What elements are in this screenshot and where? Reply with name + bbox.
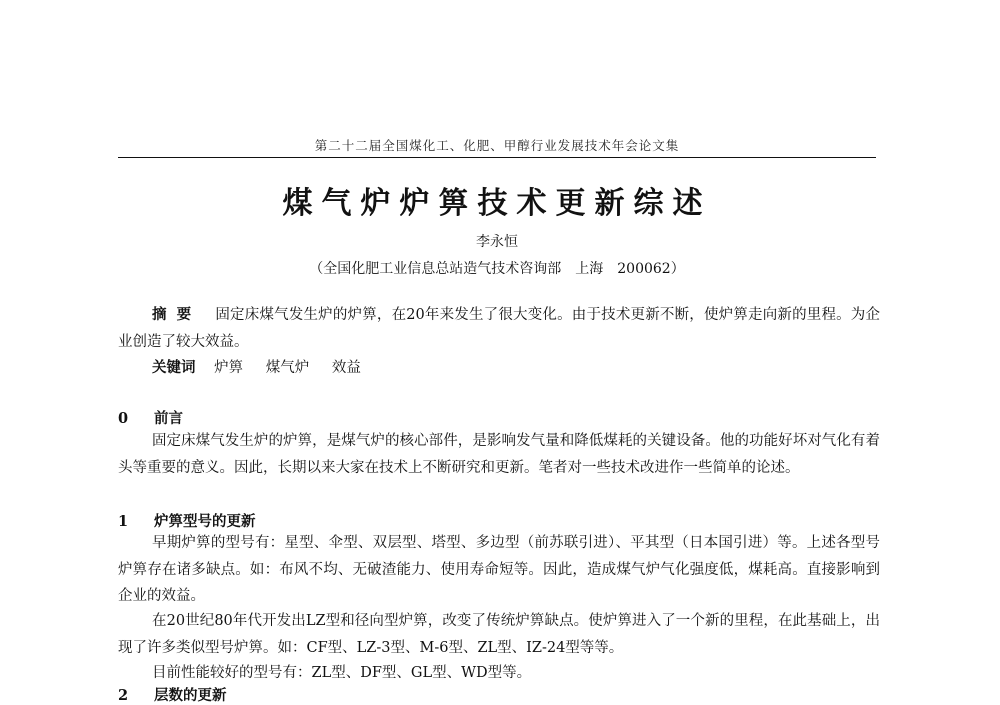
paper-title: 煤气炉炉箅技术更新综述 — [282, 186, 712, 221]
section-heading — [118, 407, 183, 428]
section-number: 1 — [118, 513, 129, 530]
abstract-label: 摘要 — [152, 306, 202, 323]
keywords-label: 关键词 — [152, 359, 196, 376]
section-title: 层数的更新 — [154, 687, 227, 704]
section-heading — [118, 684, 227, 705]
header-rule — [118, 157, 876, 158]
section-number: 2 — [118, 687, 129, 704]
abstract-text: 固定床煤气发生炉的炉箅，在20年来发生了很大变化。由于技术更新不断，使炉箅走向新的里程。为企业创造了较大效益。 — [118, 307, 880, 350]
keyword-item: 效益 — [331, 360, 361, 376]
section-heading — [118, 510, 256, 531]
body-paragraph: 固定床煤气发生炉的炉箅，是煤气炉的核心部件，是影响发气量和降低煤耗的关键设备。他的功能好坏对气化有着头等重要的意义。因此，长期以来大家在技术上不断研究和更新。笔者对一些技术改进作一些简单的论述。 — [118, 433, 880, 476]
section-title: 前言 — [154, 410, 183, 427]
body-paragraph: 早期炉箅的型号有：星型、伞型、双层型、塔型、多边型（前苏联引进）、平其型（日本国引进）等。上述各型号炉箅存在诸多缺点。如：布风不均、无破渣能力、使用寿命短等。因此，造成煤气炉气化强度低，煤耗高。直接影响到企业的效益。 — [118, 535, 880, 604]
author-affiliation: （全国化肥工业信息总站造气技术咨询部 上海 200062） — [309, 261, 685, 277]
abstract — [118, 301, 880, 356]
body-paragraph: 在20世纪80年代开发出LZ型和径向型炉箅，改变了传统炉箅缺点。使炉箅进入了一个新的里程，在此基础上，出现了许多类似型号炉箅。如：CF型、LZ-3型、M-6型、ZL型、IZ-24型等等。 — [118, 613, 880, 656]
keyword-item: 炉箅 — [214, 360, 244, 376]
body-paragraph: 目前性能较好的型号有：ZL型、DF型、GL型、WD型等。 — [152, 665, 532, 681]
author-name: 李永恒 — [476, 234, 518, 250]
running-header: 第二十二届全国煤化工、化肥、甲醇行业发展技术年会论文集 — [314, 138, 680, 153]
section-number: 0 — [118, 410, 129, 427]
keywords — [152, 356, 379, 377]
keyword-item: 煤气炉 — [265, 360, 310, 376]
section-title: 炉箅型号的更新 — [154, 513, 256, 530]
